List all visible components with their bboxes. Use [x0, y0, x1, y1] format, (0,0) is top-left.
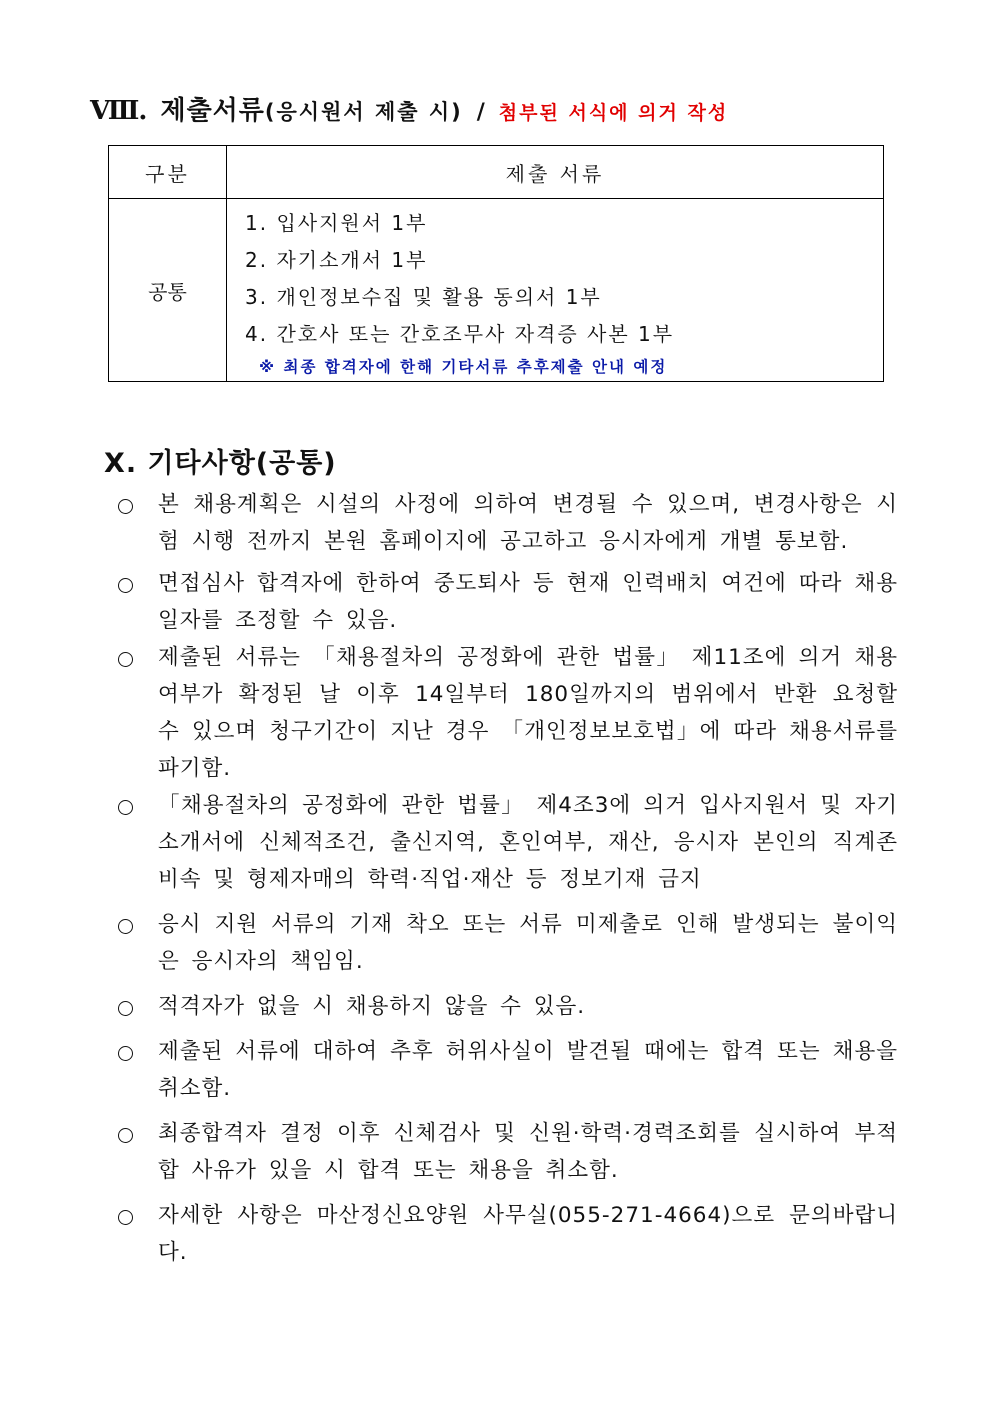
- documents-table: [108, 145, 884, 382]
- document-item: 2. 자기소개서 1부: [245, 248, 428, 272]
- circle-bullet-icon: [118, 499, 133, 514]
- list-item-text: 면접심사 합격자에 한하여 중도퇴사 등 현재 인력배치 여건에 따라 채용일자를 조정할 수 있음.: [158, 571, 898, 633]
- header-documents: 제출 서류: [227, 146, 884, 199]
- section8-title: 제출서류: [160, 96, 265, 126]
- circle-bullet-icon: [118, 1210, 133, 1225]
- other-items-list: [118, 486, 898, 1271]
- document-item: 1. 입사지원서 1부: [245, 211, 428, 235]
- document-item: 3. 개인정보수집 및 활용 동의서 1부: [245, 285, 602, 309]
- circle-bullet-icon: [118, 1001, 133, 1016]
- list-item: [118, 906, 898, 980]
- circle-bullet-icon: [118, 578, 133, 593]
- list-item: [118, 988, 898, 1025]
- section8-paren: (응시원서 제출 시): [264, 100, 463, 124]
- section8-note: 첨부된 서식에 의거 작성: [498, 102, 729, 124]
- list-item-text: 제출된 서류는 「채용절차의 공정화에 관한 법률」 제11조에 의거 채용여부가 확정된 날 이후 14일부터 180일까지의 범위에서 반환 요청할 수 있으며 청구기간이 지난 경우 「개인정보보호법」에 따라 채용서류를 파기함.: [158, 645, 898, 781]
- table-row: [109, 199, 884, 382]
- section8-slash: /: [476, 100, 485, 125]
- circle-bullet-icon: [118, 919, 133, 934]
- list-item-text: 「채용절차의 공정화에 관한 법률」 제4조3에 의거 입사지원서 및 자기소개서에 신체적조건, 출신지역, 혼인여부, 재산, 응시자 본인의 직계존비속 및 형제자매의 학력·직업·재산 등 정보기재 금지: [158, 793, 898, 892]
- list-item-text: 자세한 사항은 마산정신요양원 사무실(055-271-4664)으로 문의바랍니다.: [158, 1203, 898, 1265]
- list-item: [118, 1033, 898, 1107]
- list-item: [118, 486, 898, 560]
- list-item: [118, 1115, 898, 1189]
- documents-cell: [227, 199, 884, 382]
- table-header-row: [109, 146, 884, 199]
- list-item: [118, 639, 898, 787]
- section8-number: Ⅷ.: [90, 96, 147, 126]
- circle-bullet-icon: [118, 800, 133, 815]
- documents-note: ※ 최종 합격자에 한해 기타서류 추후제출 안내 예정: [259, 358, 668, 376]
- document-item: 4. 간호사 또는 간호조무사 자격증 사본 1부: [245, 322, 675, 346]
- list-item: [118, 1197, 898, 1271]
- list-item-text: 최종합격자 결정 이후 신체검사 및 신원·학력·경력조회를 실시하여 부적합 사유가 있을 시 합격 또는 채용을 취소함.: [158, 1121, 898, 1183]
- list-item-text: 응시 지원 서류의 기재 착오 또는 서류 미제출로 인해 발생되는 불이익은 응시자의 책임임.: [158, 912, 898, 974]
- list-item: [118, 787, 898, 898]
- circle-bullet-icon: [118, 1128, 133, 1143]
- circle-bullet-icon: [118, 1046, 133, 1061]
- category-cell: 공통: [109, 199, 227, 382]
- section8-heading: [90, 90, 728, 130]
- header-category: 구분: [109, 146, 227, 199]
- list-item-text: 제출된 서류에 대하여 추후 허위사실이 발견될 때에는 합격 또는 채용을 취소함.: [158, 1039, 898, 1101]
- list-item-text: 본 채용계획은 시설의 사정에 의하여 변경될 수 있으며, 변경사항은 시험 시행 전까지 본원 홈페이지에 공고하고 응시자에게 개별 통보함.: [158, 492, 898, 554]
- section10-heading: Ⅹ. 기타사항(공통): [104, 448, 337, 479]
- list-item: [118, 565, 898, 639]
- circle-bullet-icon: [118, 652, 133, 667]
- list-item-text: 적격자가 없을 시 채용하지 않을 수 있음.: [158, 994, 586, 1019]
